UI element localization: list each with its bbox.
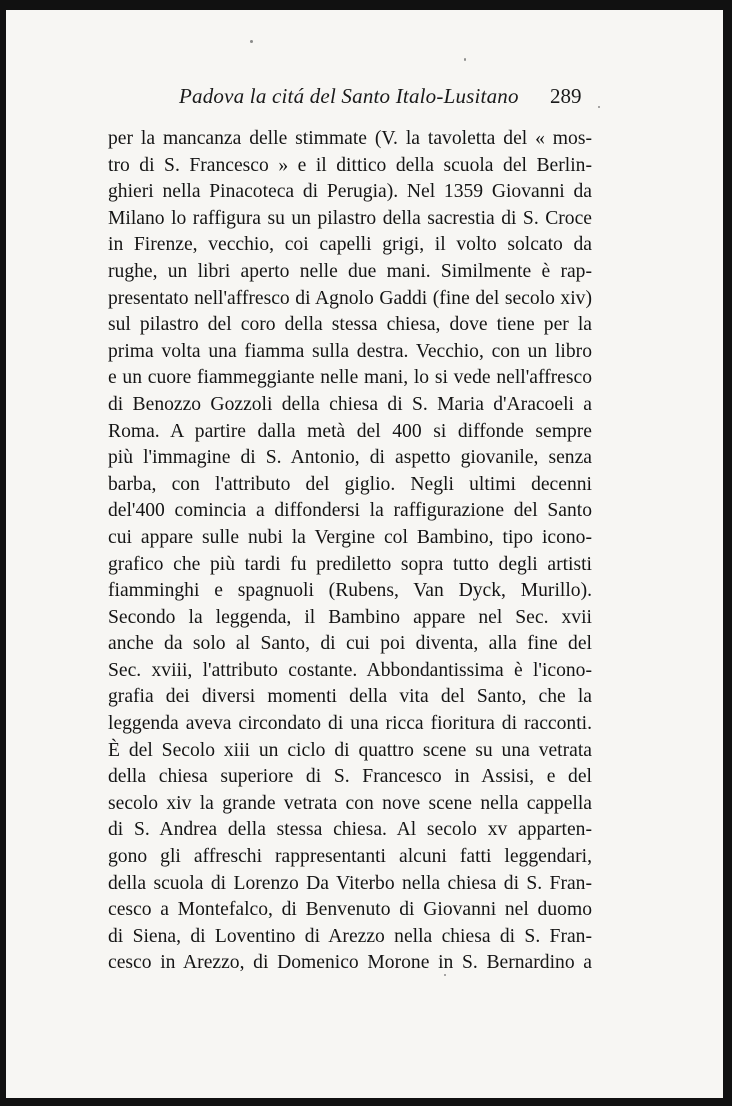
- text-line: in Firenze, vecchio, coi capelli grigi, il volto solcato da: [108, 234, 592, 256]
- text-line: della chiesa superiore di S. Francesco in Assisi, e del: [108, 766, 592, 788]
- text-line: grafico che più tardi fu prediletto sopra tutto degli artisti: [108, 553, 592, 575]
- paper-speck: [598, 106, 600, 108]
- text-line: cesco in Arezzo, di Domenico Morone in S. Bernardino a: [108, 952, 592, 974]
- page-number: 289: [550, 84, 582, 108]
- paper-speck: [444, 974, 446, 976]
- text-line: gono gli affreschi rappresentanti alcuni fatti leggendari,: [108, 846, 592, 868]
- running-title: Padova la citá del Santo Italo-Lusitano: [179, 84, 519, 108]
- body-text: [108, 126, 592, 977]
- text-line: barba, con l'attributo del giglio. Negli ultimi decenni: [108, 473, 592, 495]
- text-line: di Siena, di Loventino di Arezzo nella chiesa di S. Fran-: [108, 925, 592, 947]
- text-line: più l'immagine di S. Antonio, di aspetto giovanile, senza: [108, 447, 592, 469]
- text-line: per la mancanza delle stimmate (V. la tavoletta del « mos-: [108, 128, 592, 149]
- text-line: prima volta una fiamma sulla destra. Vecchio, con un libro: [108, 340, 592, 362]
- text-line: cui appare sulle nubi la Vergine col Bambino, tipo icono-: [108, 526, 592, 548]
- text-line: Milano lo raffigura su un pilastro della sacrestia di S. Croce: [108, 207, 592, 229]
- text-line: cesco a Montefalco, di Benvenuto di Giovanni nel duomo: [108, 899, 592, 921]
- text-line: secolo xiv la grande vetrata con nove scene nella cappella: [108, 792, 592, 814]
- text-line: leggenda aveva circondato di una ricca fioritura di racconti.: [108, 713, 592, 735]
- text-line: presentato nell'affresco di Agnolo Gaddi (fine del secolo xiv): [108, 287, 592, 309]
- text-line: Roma. A partire dalla metà del 400 si diffonde sempre: [108, 420, 592, 442]
- text-line: Sec. xviii, l'attributo costante. Abbondantissima è l'icono-: [108, 659, 592, 681]
- text-line: e un cuore fiammeggiante nelle mani, lo si vede nell'affresco: [108, 367, 592, 389]
- text-line: del'400 comincia a diffondersi la raffigurazione del Santo: [108, 500, 592, 522]
- text-line: tro di S. Francesco » e il dittico della scuola del Berlin-: [108, 154, 592, 176]
- text-line: di S. Andrea della stessa chiesa. Al secolo xv apparten-: [108, 819, 592, 841]
- text-line: di Benozzo Gozzoli della chiesa di S. Maria d'Aracoeli a: [108, 393, 592, 415]
- text-line: fiamminghi e spagnuoli (Rubens, Van Dyck, Murillo).: [108, 580, 592, 602]
- text-line: anche da solo al Santo, di cui poi diventa, alla fine del: [108, 633, 592, 655]
- text-line: rughe, un libri aperto nelle due mani. Similmente è rap-: [108, 260, 592, 282]
- text-line: ghieri nella Pinacoteca di Perugia). Nel 1359 Giovanni da: [108, 181, 592, 203]
- paper-speck: [464, 58, 466, 61]
- text-line: sul pilastro del coro della stessa chiesa, dove tiene per la: [108, 314, 592, 336]
- text-line: È del Secolo xiii un ciclo di quattro scene su una vetrata: [108, 739, 592, 761]
- text-line: Secondo la leggenda, il Bambino appare nel Sec. xvii: [108, 606, 592, 628]
- text-line: grafia dei diversi momenti della vita del Santo, che la: [108, 686, 592, 708]
- paper-speck: [250, 40, 253, 43]
- text-line: della scuola di Lorenzo Da Viterbo nella chiesa di S. Fran-: [108, 872, 592, 894]
- page-header: [6, 76, 723, 112]
